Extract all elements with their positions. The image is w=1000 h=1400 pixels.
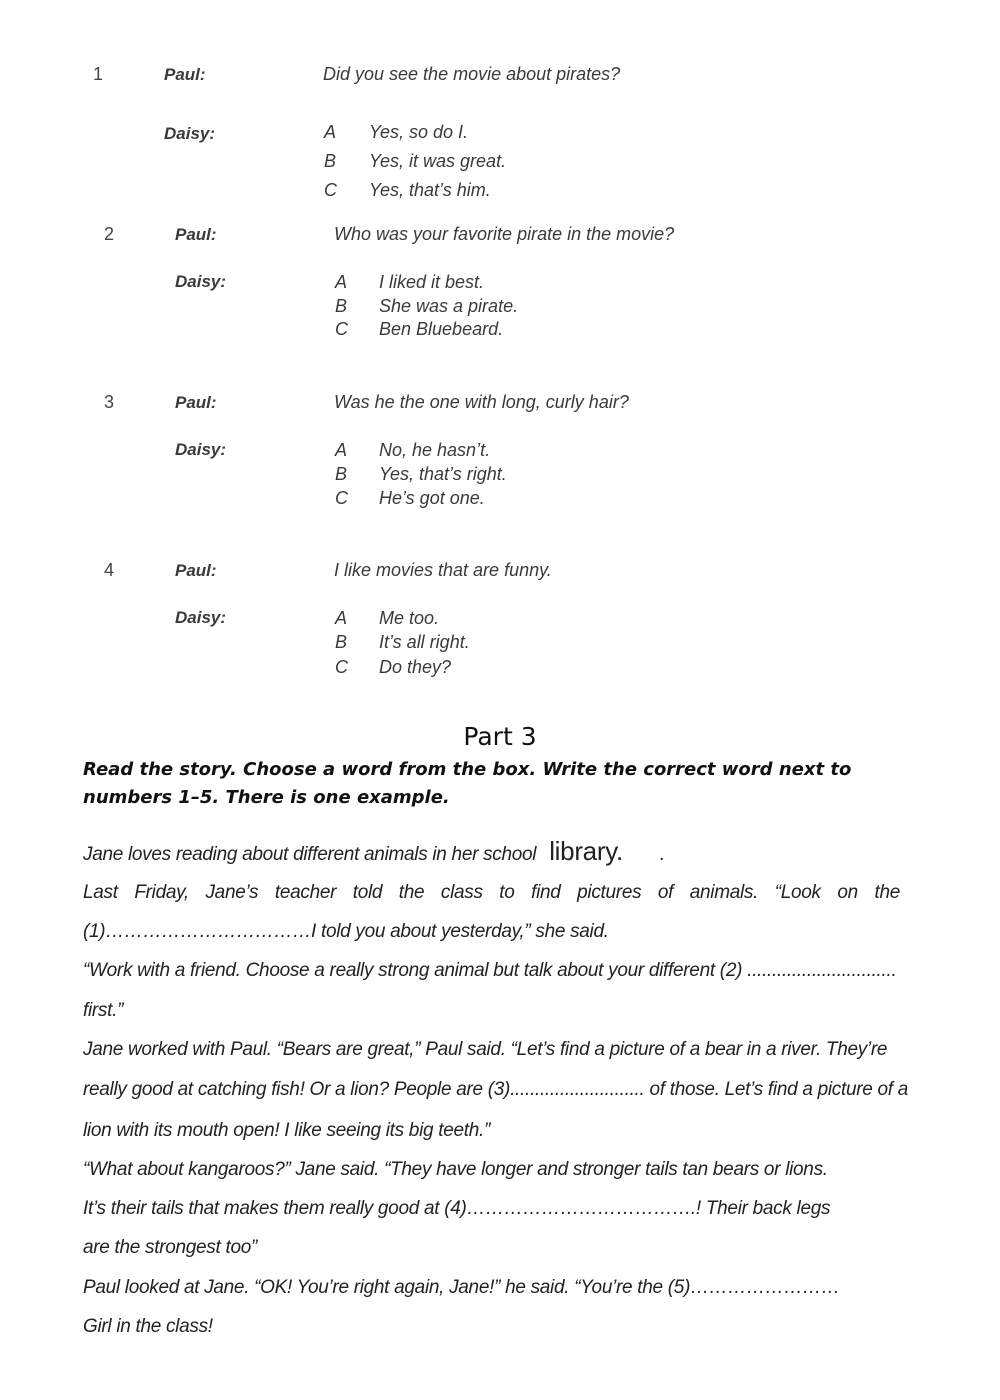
story-line: Paul looked at Jane. “OK! You’re right again, Jane!” he said. “You’re the (5)…………………… — [83, 1277, 840, 1298]
option-text: It’s all right. — [379, 632, 470, 652]
speaker-paul: Paul: — [164, 65, 206, 84]
question-number: 2 — [104, 224, 115, 244]
question-number: 4 — [104, 560, 115, 580]
option-letter: C — [335, 488, 348, 508]
option-text: No, he hasn’t. — [379, 440, 491, 460]
question-text: Was he the one with long, curly hair? — [334, 392, 629, 412]
story-line: “What about kangaroos?” Jane said. “They have longer and stronger tails tan bears or lions. — [83, 1159, 828, 1180]
option-letter: A — [335, 440, 348, 460]
question-number: 1 — [93, 64, 104, 84]
option-text: Me too. — [379, 608, 440, 628]
speaker-paul: Paul: — [175, 561, 217, 580]
story-line: lion with its mouth open! I like seeing its big teeth.” — [83, 1120, 491, 1141]
dialogue-2 — [0, 222, 1000, 372]
question-number: 3 — [104, 392, 115, 412]
example-line — [83, 836, 665, 867]
dialogue-3 — [0, 390, 1000, 540]
option-letter: B — [324, 151, 337, 171]
speaker-daisy: Daisy: — [164, 124, 216, 143]
dialogue-1 — [0, 62, 1000, 212]
option-text: Yes, that’s right. — [379, 464, 507, 484]
part-instruction: Read the story. Choose a word from the box. Write the correct word next to numbers 1–5. There is one example. — [83, 759, 852, 808]
question-text: Did you see the movie about pirates? — [323, 64, 621, 84]
option-text: Ben Bluebeard. — [379, 319, 504, 339]
option-letter: C — [335, 657, 348, 677]
story-line: are the strongest too” — [83, 1237, 258, 1258]
story-line: “Work with a friend. Choose a really strong animal but talk about your different (2) .............................. — [83, 960, 897, 981]
story-line: first.” — [83, 1000, 124, 1021]
story-line: (1)……………………………I told you about yesterday,” she said. — [83, 921, 609, 942]
option-text: Do they? — [379, 657, 452, 677]
speaker-daisy: Daisy: — [175, 272, 227, 291]
option-text: I liked it best. — [379, 272, 485, 292]
dialogue-4 — [0, 558, 1000, 708]
story-line: really good at catching fish! Or a lion? People are (3)........................... of those. Let’s find a picture of a — [83, 1079, 908, 1100]
option-text: Yes, so do I. — [369, 122, 469, 142]
speaker-daisy: Daisy: — [175, 608, 227, 627]
question-text: I like movies that are funny. — [334, 560, 552, 580]
option-letter: A — [324, 122, 337, 142]
example-answer: library. — [549, 836, 623, 866]
option-text: Yes, that’s him. — [369, 180, 491, 200]
story-line: Jane worked with Paul. “Bears are great,” Paul said. “Let’s find a picture of a bear in a river. They’re — [83, 1039, 888, 1060]
example-sentence: Jane loves reading about different animals in her school — [83, 844, 537, 865]
speaker-paul: Paul: — [175, 225, 217, 244]
story-line: It’s their tails that makes them really good at (4)……………………………….! Their back legs — [83, 1198, 831, 1219]
option-letter: B — [335, 632, 348, 652]
option-text: He’s got one. — [379, 488, 485, 508]
part-title: Part 3 — [463, 722, 537, 751]
option-letter: B — [335, 464, 348, 484]
option-letter: C — [335, 319, 348, 339]
option-letter: A — [335, 272, 348, 292]
option-letter: C — [324, 180, 337, 200]
option-text: She was a pirate. — [379, 296, 519, 316]
story-line: Girl in the class! — [83, 1316, 213, 1337]
example-dot: . — [659, 844, 665, 865]
question-text: Who was your favorite pirate in the movie? — [334, 224, 675, 244]
option-text: Yes, it was great. — [369, 151, 507, 171]
option-letter: A — [335, 608, 348, 628]
option-letter: B — [335, 296, 348, 316]
speaker-paul: Paul: — [175, 393, 217, 412]
speaker-daisy: Daisy: — [175, 440, 227, 459]
story-line: Last Friday, Jane’s teacher told the class to find pictures of animals. “Look on the — [83, 882, 900, 903]
